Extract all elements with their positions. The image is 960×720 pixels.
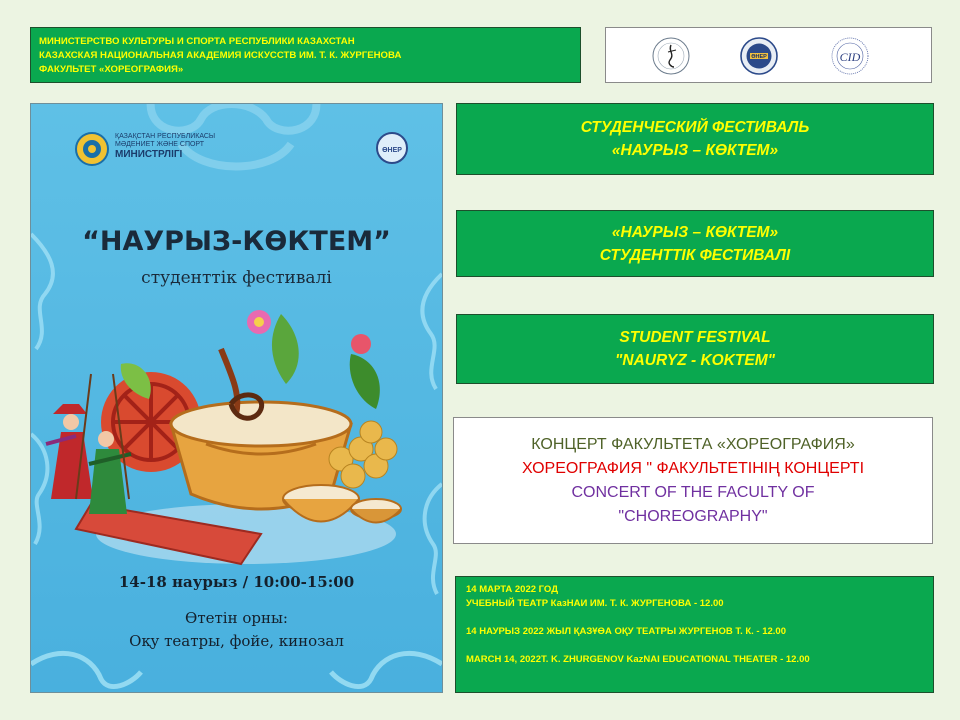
svg-text:ӨНЕР: ӨНЕР — [751, 54, 767, 60]
info-kz-line: 14 НАУРЫЗ 2022 ЖЫЛ ҚАЗҰӨА ОҚУ ТЕАТРЫ ЖУРГЕНОВ Т. К. - 12.00 — [466, 626, 786, 637]
illustration-nauryz-icon — [46, 310, 401, 564]
header-line-ministry: МИНИСТЕРСТВО КУЛЬТУРЫ И СПОРТА РЕСПУБЛИКИ КАЗАХСТАН — [39, 36, 355, 47]
poster-artwork — [31, 104, 442, 692]
ornament-bottom-icon — [31, 653, 442, 686]
concert-title-ru: КОНЦЕРТ ФАКУЛЬТЕТА «ХОРЕОГРАФИЯ» — [531, 435, 855, 453]
kazakhstan-emblem-icon — [76, 133, 108, 165]
festival-title-en — [456, 314, 934, 384]
event-info-box — [455, 576, 934, 693]
info-ru-place: УЧЕБНЫЙ ТЕАТР КазНАИ ИМ. Т. К. ЖУРГЕНОВА - 12.00 — [466, 598, 724, 609]
header-line-faculty: ФАКУЛЬТЕТ «ХОРЕОГРАФИЯ» — [39, 64, 184, 75]
poster-venue: Оқу театры, фойе, кинозал — [129, 632, 344, 650]
header-line-academy: КАЗАХСКАЯ НАЦИОНАЛЬНАЯ АКАДЕМИЯ ИСКУССТВ ИМ. Т. К. ЖУРГЕНОВА — [39, 50, 402, 61]
academy-art-logo-icon — [377, 133, 407, 163]
info-en-line: MARCH 14, 2022T. K. ZHURGENOV KazNAI EDUCATIONAL THEATER - 12.00 — [466, 654, 810, 665]
festival-title-kz — [456, 210, 934, 277]
logos-box — [605, 27, 932, 83]
festival-poster — [30, 103, 443, 693]
festival-ru-line1: СТУДЕНЧЕСКИЙ ФЕСТИВАЛЬ — [580, 119, 810, 136]
poster-dates: 14-18 наурыз / 10:00-15:00 — [118, 573, 355, 591]
festival-en-line1: STUDENT FESTIVAL — [619, 329, 771, 346]
svg-text:ӨНЕР: ӨНЕР — [382, 147, 402, 154]
info-ru-date: 14 МАРТА 2022 ГОД — [466, 584, 558, 595]
poster-ministry-line2: МӘДЕНИЕТ ЖӘНЕ СПОРТ — [115, 141, 205, 148]
poster-ministry-line1: ҚАЗАҚСТАН РЕСПУБЛИКАСЫ — [115, 133, 216, 140]
poster-venue-label: Өтетін орны: — [185, 609, 288, 627]
concert-box — [453, 417, 933, 544]
festival-kz-line1: «НАУРЫЗ – КӨКТЕМ» — [611, 223, 779, 241]
concert-title-en-line1: CONCERT OF THE FACULTY OF — [571, 483, 815, 501]
festival-ru-line2: «НАУРЫЗ – КӨКТЕМ» — [611, 142, 779, 159]
concert-title-en-line2: "CHOREOGRAPHY" — [618, 507, 768, 525]
ornament-right-icon — [422, 274, 442, 594]
concert-title-kz: ХОРЕОГРАФИЯ " ФАКУЛЬТЕТІНІҢ КОНЦЕРТІ — [521, 459, 865, 477]
academy-logo-icon — [739, 36, 779, 76]
poster-ministry-text — [115, 133, 215, 161]
header-ministry-box — [30, 27, 581, 83]
choreography-faculty-logo-icon — [651, 36, 691, 76]
poster-subtitle: студенттік фестивалі — [141, 268, 332, 288]
festival-en-line2: "NAURYZ - KOKTEM" — [615, 352, 775, 369]
festival-kz-line2: СТУДЕНТТІК ФЕСТИВАЛІ — [599, 246, 791, 264]
svg-text:CID: CID — [839, 50, 861, 64]
poster-title: “НАУРЫЗ-КӨКТЕМ” — [82, 226, 391, 257]
cid-logo-icon — [830, 36, 870, 76]
poster-ministry-line3: МИНИСТРЛІГІ — [115, 149, 183, 160]
festival-title-ru — [456, 103, 934, 175]
